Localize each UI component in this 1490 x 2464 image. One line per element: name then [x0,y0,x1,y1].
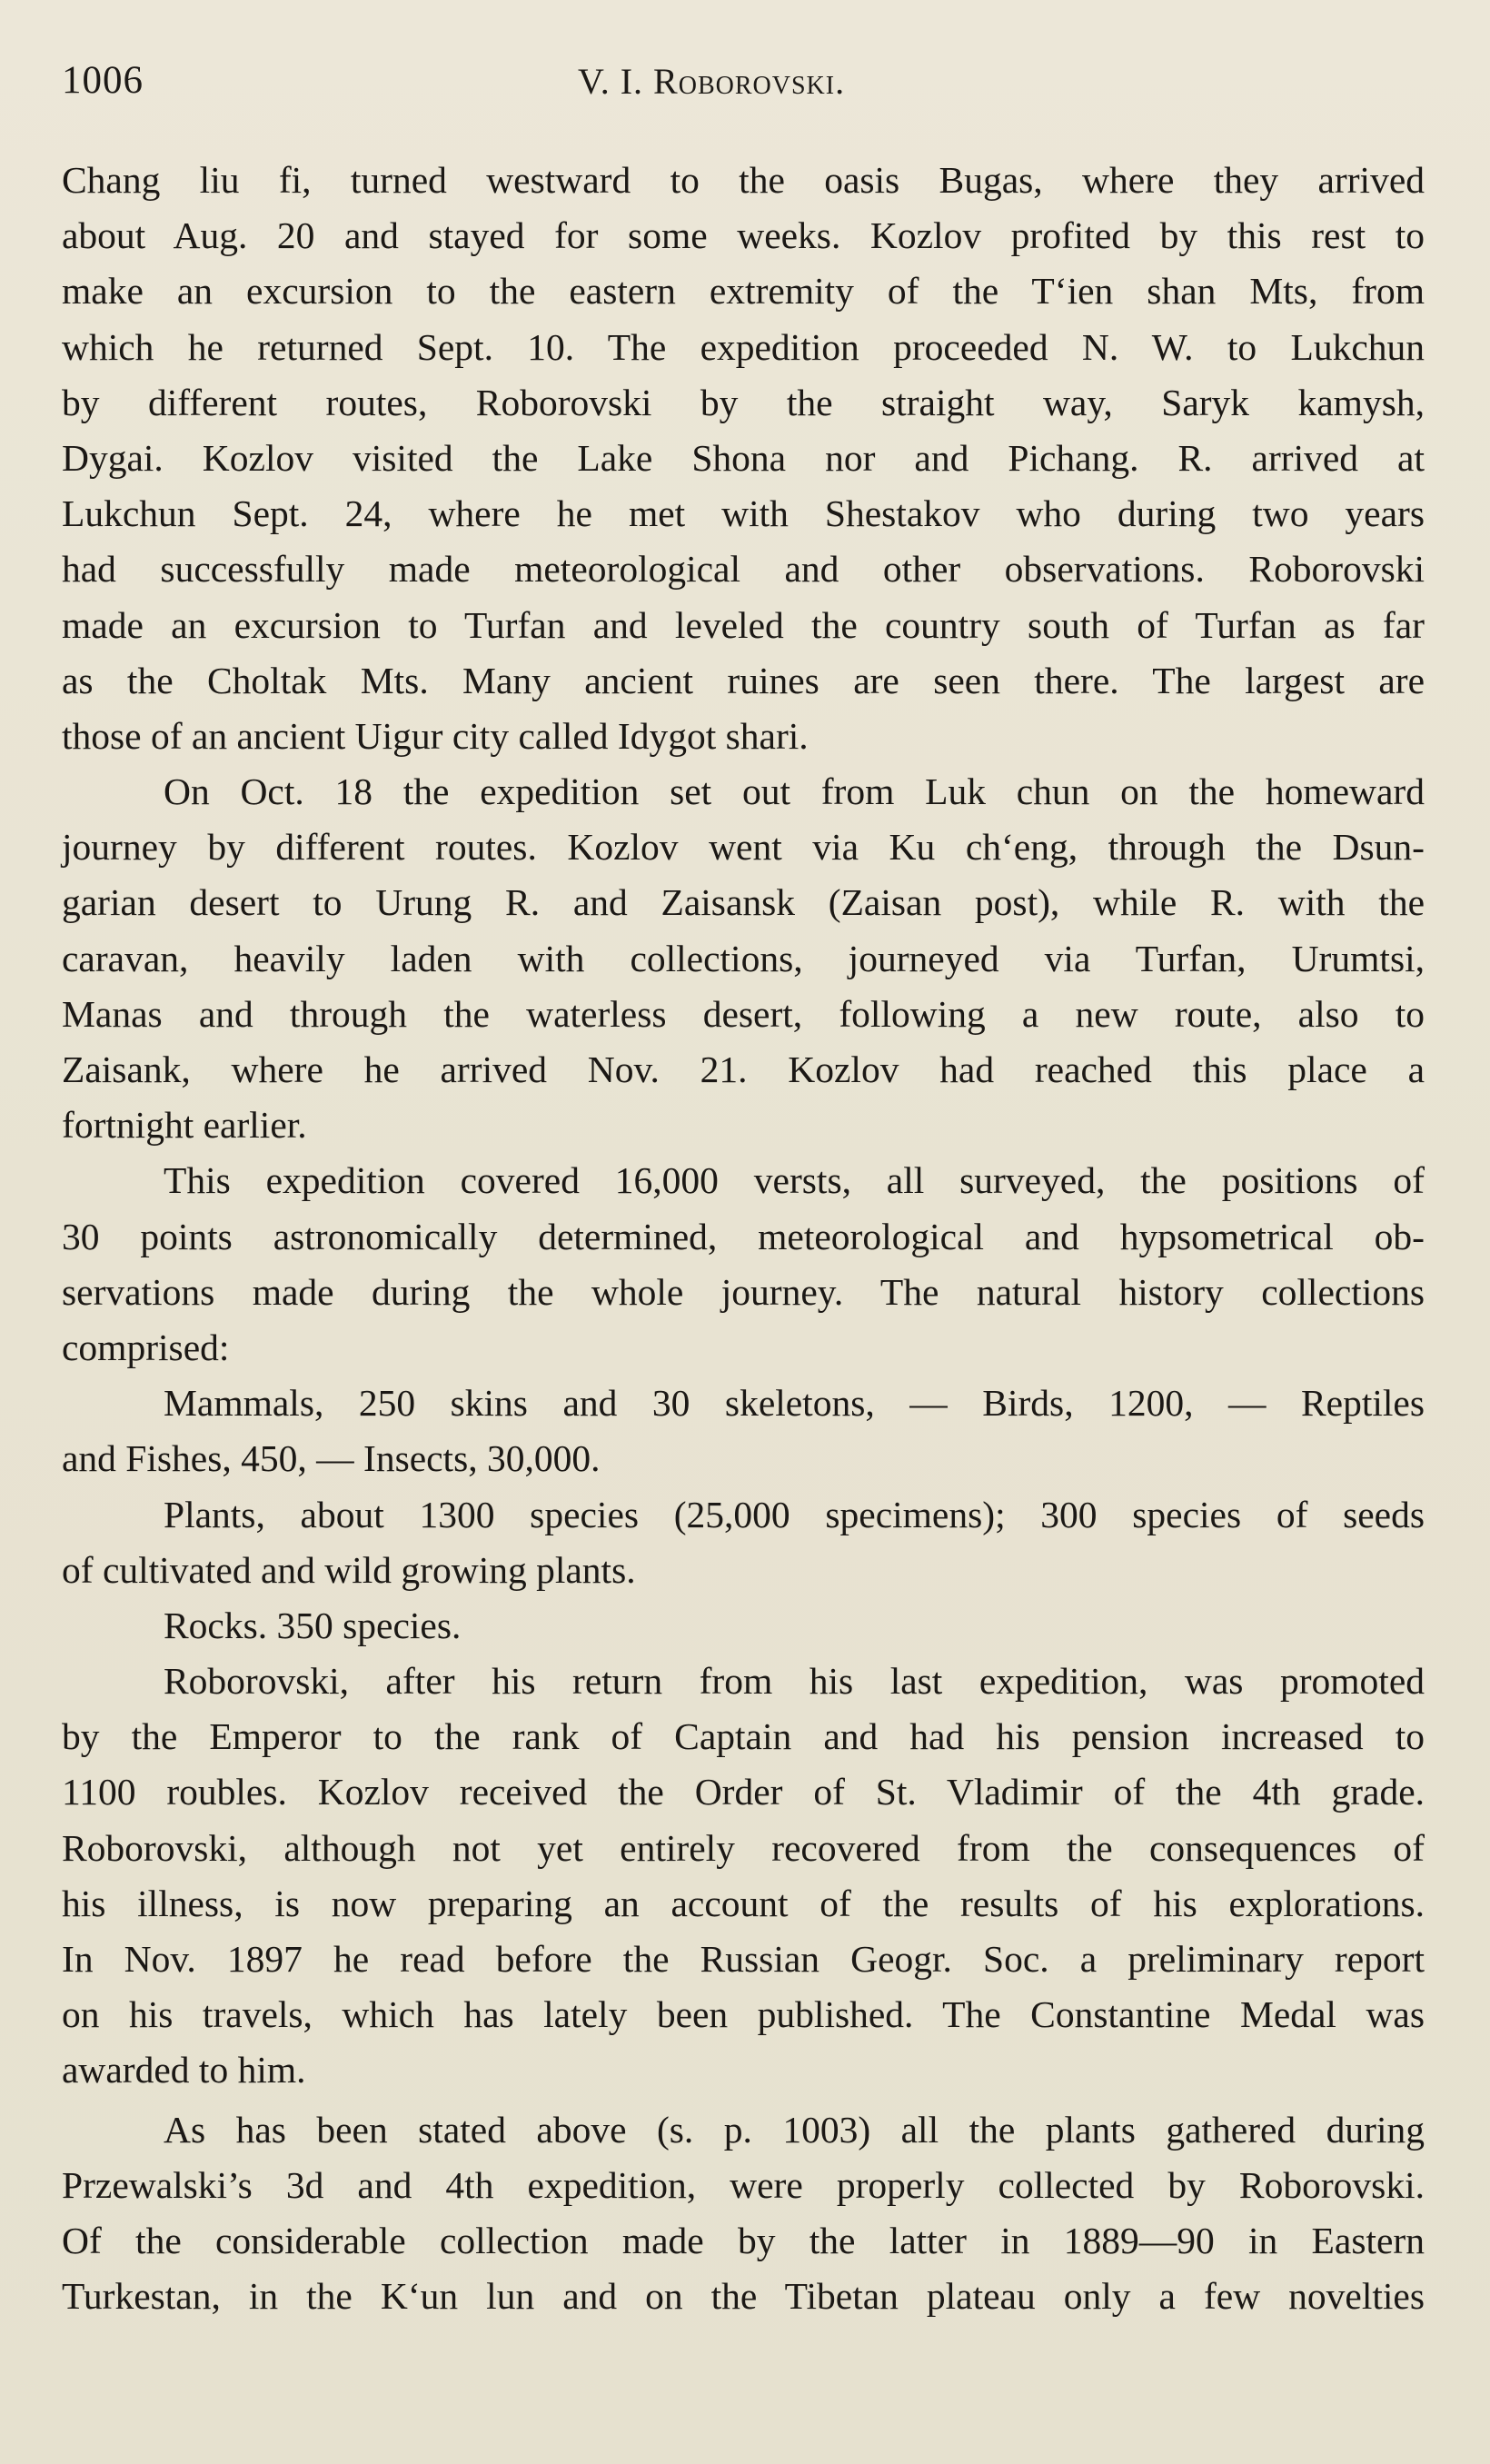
text-line: his illness, is now preparing an account of the results of his explorations. [62,1882,1425,1924]
text-line: which he returned Sept. 10. The expedition proceeded N. W. to Lukchun [62,325,1425,368]
text-line: 30 points astronomically determined, meteorological and hypsometrical ob- [62,1215,1425,1257]
text-line: comprised: [62,1326,230,1368]
text-line: by different routes, Roborovski by the straight way, Saryk kamysh, [62,381,1425,423]
text-line: Mammals, 250 skins and 30 skeletons, — Birds, 1200, — Reptiles [164,1382,1425,1425]
text-line: as the Choltak Mts. Many ancient ruines are seen there. The largest are [62,659,1425,701]
text-line: Chang liu fi, turned westward to the oasis Bugas, where they arrived [62,159,1425,201]
text-line: awarded to him. [62,2049,306,2091]
text-line: made an excursion to Turfan and leveled the country south of Turfan as far [62,603,1425,646]
text-line: Manas and through the waterless desert, following a new route, also to [62,992,1425,1035]
text-line: those of an ancient Uigur city called Idygot shari. [62,714,809,757]
text-line: Zaisank, where he arrived Nov. 21. Kozlov had reached this place a [62,1048,1425,1090]
text-line: 1100 roubles. Kozlov received the Order of St. Vladimir of the 4th grade. [62,1771,1425,1813]
text-line: Of the considerable collection made by the latter in 1889—90 in Eastern [62,2219,1425,2261]
text-line: Roborovski, although not yet entirely recovered from the consequences of [62,1826,1425,1869]
text-line: Rocks. 350 species. [164,1604,462,1646]
text-line: Plants, about 1300 species (25,000 specimens); 300 species of seeds [164,1493,1425,1535]
text-line: In Nov. 1897 he read before the Russian Geogr. Soc. a preliminary report [62,1938,1425,1980]
text-line: Dygai. Kozlov visited the Lake Shona nor and Pichang. R. arrived at [62,436,1425,479]
body-text [62,153,1425,2324]
text-line: As has been stated above (s. p. 1003) all the plants gathered during [164,2108,1425,2151]
text-line: of cultivated and wild growing plants. [62,1548,636,1591]
running-head: V. I. Roborovski. [578,61,846,102]
text-line: Turkestan, in the K‘un lun and on the Tibetan plateau only a few novelties [62,2275,1425,2318]
page-number: 1006 [62,59,144,102]
text-line: and Fishes, 450, — Insects, 30,000. [62,1437,601,1480]
text-line: Lukchun Sept. 24, where he met with Shestakov who during two years [62,492,1425,535]
text-line: on his travels, which has lately been published. The Constantine Medal was [62,1993,1425,2036]
text-line: On Oct. 18 the expedition set out from Luk chun on the homeward [164,770,1425,813]
text-line: Przewalski’s 3d and 4th expedition, were properly collected by Roborovski. [62,2163,1425,2206]
text-line: servations made during the whole journey. The natural history collections [62,1270,1425,1313]
text-line: journey by different routes. Kozlov went via Ku ch‘eng, through the Dsun- [62,826,1425,869]
page-header [62,53,1425,107]
text-line: caravan, heavily laden with collections, journeyed via Turfan, Urumtsi, [62,937,1425,979]
text-line: garian desert to Urung R. and Zaisansk (Zaisan post), while R. with the [62,881,1425,924]
text-line: fortnight earlier. [62,1104,307,1147]
text-line: make an excursion to the eastern extremity of the T‘ien shan Mts, from [62,270,1425,313]
text-line: This expedition covered 16,000 versts, all surveyed, the positions of [164,1159,1425,1202]
text-line: by the Emperor to the rank of Captain and had his pension increased to [62,1715,1425,1758]
text-line: Roborovski, after his return from his last expedition, was promoted [164,1660,1425,1703]
text-line: had successfully made meteorological and other observations. Roborovski [62,548,1425,591]
text-line: about Aug. 20 and stayed for some weeks. Kozlov profited by this rest to [62,214,1425,257]
